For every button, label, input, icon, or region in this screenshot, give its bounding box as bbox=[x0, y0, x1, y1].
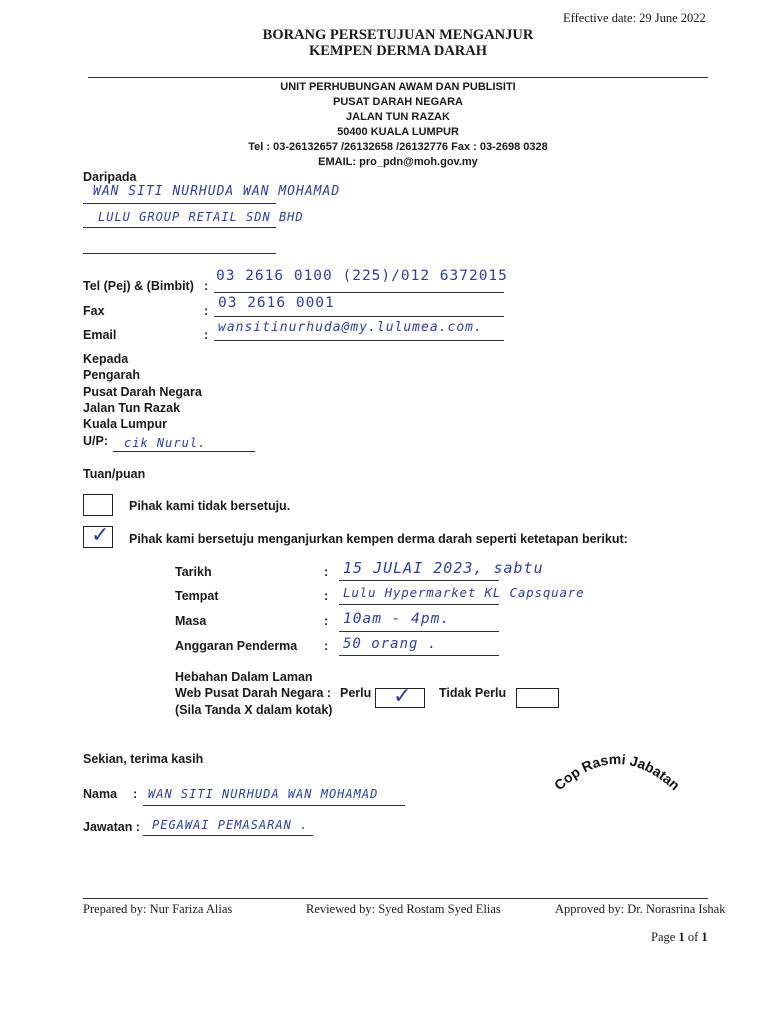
perlu-label: Perlu bbox=[340, 686, 372, 700]
org-name: PUSAT DARAH NEGARA bbox=[333, 96, 463, 108]
date-value-handwritten: 15 JULAI 2023, sabtu bbox=[343, 559, 544, 577]
fax-label: Fax bbox=[83, 304, 105, 318]
date-colon: : bbox=[324, 565, 329, 579]
fax-value-handwritten: 03 2616 0001 bbox=[218, 295, 335, 311]
from-company-handwritten: LULU GROUP RETAIL SDN BHD bbox=[98, 210, 304, 224]
page-current: 1 bbox=[678, 930, 685, 944]
attn-value-handwritten: cik Nurul. bbox=[124, 436, 207, 450]
attn-line bbox=[113, 451, 255, 452]
donors-value-handwritten: 50 orang . bbox=[343, 636, 438, 652]
to-street: Jalan Tun Razak bbox=[83, 401, 181, 415]
donors-line bbox=[339, 655, 499, 656]
date-label: Tarikh bbox=[175, 565, 212, 579]
email-line bbox=[214, 340, 504, 341]
position-value-handwritten: PEGAWAI PEMASARAN . bbox=[152, 818, 309, 832]
to-director: Pengarah bbox=[83, 368, 140, 382]
from-name-handwritten: WAN SITI NURHUDA WAN MOHAMAD bbox=[93, 184, 341, 199]
org-street: JALAN TUN RAZAK bbox=[346, 111, 450, 123]
to-org: Pusat Darah Negara bbox=[83, 385, 202, 399]
reviewed-by: Reviewed by: Syed Rostam Syed Elias bbox=[306, 902, 501, 916]
page-number bbox=[651, 930, 708, 945]
announce-line2: Web Pusat Darah Negara : bbox=[175, 686, 332, 700]
time-label: Masa bbox=[175, 614, 207, 628]
place-value-handwritten: Lulu Hypermarket KL Capsquare bbox=[343, 585, 585, 600]
tel-label: Tel (Pej) & (Bimbit) bbox=[83, 279, 194, 293]
salutation: Tuan/puan bbox=[83, 467, 146, 481]
name-value-handwritten: WAN SITI NURHUDA WAN MOHAMAD bbox=[148, 787, 379, 801]
email-value-handwritten: wansitinurhuda@my.lulumea.com. bbox=[218, 320, 483, 335]
effective-date: Effective date: 29 June 2022 bbox=[563, 11, 706, 25]
tidak-perlu-label: Tidak Perlu bbox=[439, 686, 507, 700]
prepared-by: Prepared by: Nur Fariza Alias bbox=[83, 902, 233, 916]
to-city: Kuala Lumpur bbox=[83, 417, 168, 431]
tel-value-handwritten: 03 2616 0100 (225)/012 6372015 bbox=[216, 268, 508, 284]
official-stamp bbox=[537, 734, 697, 814]
time-colon: : bbox=[324, 614, 329, 628]
tidak-perlu-checkbox[interactable] bbox=[516, 688, 559, 708]
org-email: EMAIL: pro_pdn@moh.gov.my bbox=[318, 156, 478, 168]
date-line bbox=[339, 580, 499, 581]
svg-text:Cop Rasmi Jabatan bbox=[551, 751, 683, 793]
from-company-line bbox=[83, 227, 276, 228]
closing-text: Sekian, terima kasih bbox=[83, 752, 204, 766]
fax-line bbox=[214, 316, 504, 317]
from-extra-line bbox=[83, 253, 276, 254]
from-name-line bbox=[83, 203, 276, 204]
donors-label: Anggaran Penderma bbox=[175, 639, 298, 653]
fax-colon: : bbox=[204, 304, 209, 318]
tel-line bbox=[214, 292, 504, 293]
attn-label: U/P: bbox=[83, 434, 108, 448]
approved-by: Approved by: Dr. Norasrina Ishak bbox=[555, 902, 726, 916]
stamp-text: Cop Rasmi Jabatan bbox=[550, 750, 684, 794]
donors-colon: : bbox=[324, 639, 329, 653]
email-colon: : bbox=[204, 328, 209, 342]
place-colon: : bbox=[324, 589, 329, 603]
disagree-checkbox[interactable] bbox=[83, 494, 113, 516]
time-value-handwritten: 10am - 4pm. bbox=[343, 611, 451, 627]
org-phone-fax: Tel : 03-26132657 /26132658 /26132776 Fax : 03-2698 0328 bbox=[248, 141, 548, 153]
form-title-line2: KEMPEN DERMA DARAH bbox=[308, 43, 488, 59]
position-line bbox=[143, 835, 313, 836]
name-line bbox=[143, 805, 405, 806]
from-label: Daripada bbox=[83, 170, 137, 184]
time-line bbox=[339, 631, 499, 632]
name-colon: : bbox=[133, 787, 138, 801]
tel-colon: : bbox=[204, 279, 209, 293]
org-postcode: 50400 KUALA LUMPUR bbox=[337, 126, 459, 138]
form-title-line1: BORANG PERSETUJUAN MENGANJUR bbox=[262, 27, 534, 43]
announce-line3: (Sila Tanda X dalam kotak) bbox=[175, 703, 333, 717]
place-label: Tempat bbox=[175, 589, 219, 603]
page-total: 1 bbox=[701, 930, 708, 944]
announce-line1: Hebahan Dalam Laman bbox=[175, 670, 313, 684]
disagree-label: Pihak kami tidak bersetuju. bbox=[129, 499, 291, 513]
header-divider bbox=[88, 77, 708, 78]
perlu-check-mark: ✓ bbox=[393, 683, 412, 708]
place-line bbox=[339, 604, 499, 605]
name-label: Nama bbox=[83, 787, 118, 801]
position-label: Jawatan : bbox=[83, 820, 140, 834]
footer-divider bbox=[83, 898, 708, 899]
org-unit: UNIT PERHUBUNGAN AWAM DAN PUBLISITI bbox=[280, 81, 516, 93]
to-label: Kepada bbox=[83, 352, 129, 366]
agree-label: Pihak kami bersetuju menganjurkan kempen derma darah seperti ketetapan berikut: bbox=[129, 532, 628, 546]
page-of: of bbox=[684, 930, 702, 944]
email-label: Email bbox=[83, 328, 117, 342]
agree-check-mark: ✓ bbox=[91, 522, 110, 547]
page-prefix: Page bbox=[651, 930, 679, 944]
